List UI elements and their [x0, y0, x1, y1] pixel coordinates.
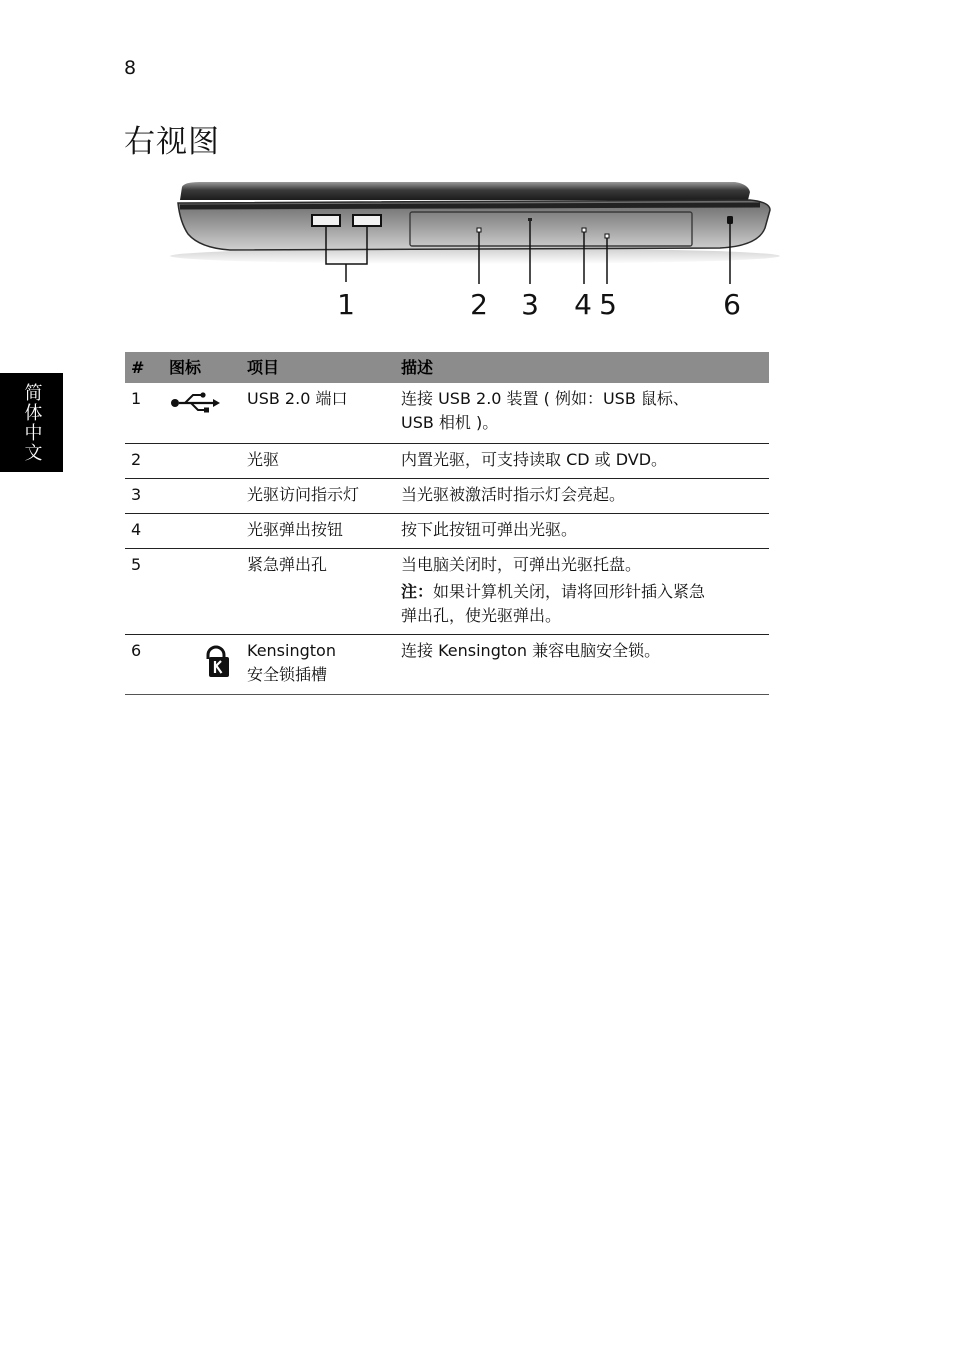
callout-3: 3: [521, 288, 539, 321]
row-description: 当电脑关闭时，可弹出光驱托盘。 注：如果计算机关闭，请将回形针插入紧急 弹出孔，使光驱弹出。: [395, 548, 769, 634]
callout-5: 5: [599, 288, 617, 321]
row-item: 光驱弹出按钮: [241, 513, 395, 548]
drive-indicator: [528, 218, 532, 221]
header-description: 描述: [395, 352, 769, 383]
header-item: 项目: [241, 352, 395, 383]
table-header-row: [125, 352, 769, 383]
header-number: #: [125, 352, 163, 383]
row-item: 光驱: [241, 443, 395, 478]
page-title: 右视图: [124, 124, 220, 160]
callout-4: 4: [574, 288, 592, 321]
row-item: Kensington 安全锁插槽: [241, 634, 395, 694]
callout-1: 1: [337, 288, 355, 321]
table-row: [125, 548, 769, 634]
row-icon-cell: [163, 383, 241, 443]
row-icon-cell: [163, 634, 241, 694]
port-spec-table: [125, 352, 769, 695]
language-label: 简体中文: [21, 382, 43, 463]
row-icon-cell: [163, 478, 241, 513]
page-number: 8: [124, 57, 137, 79]
row-number: 1: [125, 383, 163, 443]
row-number: 6: [125, 634, 163, 694]
laptop-right-side-figure: [160, 170, 790, 330]
row-number: 4: [125, 513, 163, 548]
kensington-slot: [727, 216, 733, 224]
table-row: [125, 478, 769, 513]
table-row: [125, 634, 769, 694]
row-number: 2: [125, 443, 163, 478]
row-description: 按下此按钮可弹出光驱。: [395, 513, 769, 548]
laptop-lid: [180, 182, 750, 200]
row-description: 内置光驱，可支持读取 CD 或 DVD。: [395, 443, 769, 478]
row-number: 3: [125, 478, 163, 513]
row-item: 光驱访问指示灯: [241, 478, 395, 513]
row-number: 5: [125, 548, 163, 634]
row-icon-cell: [163, 513, 241, 548]
usb-icon: [169, 391, 221, 415]
row-description: 当光驱被激活时指示灯会亮起。: [395, 478, 769, 513]
note: 注：如果计算机关闭，请将回形针插入紧急: [401, 581, 706, 601]
usb-port-b: [353, 215, 381, 226]
table-row: [125, 383, 769, 443]
table-row: [125, 443, 769, 478]
table-row: [125, 513, 769, 548]
row-item: 紧急弹出孔: [241, 548, 395, 634]
row-icon-cell: [163, 548, 241, 634]
row-description: 连接 Kensington 兼容电脑安全锁。: [395, 634, 769, 694]
base-top-edge: [180, 205, 760, 207]
callout-6: 6: [723, 288, 741, 321]
row-icon-cell: [163, 443, 241, 478]
note-label: 注：: [401, 581, 434, 601]
callout-2: 2: [470, 288, 488, 321]
kensington-lock-icon: [169, 645, 235, 681]
language-side-tab: [0, 373, 63, 472]
usb-port-a: [312, 215, 340, 226]
row-description: 连接 USB 2.0 装置 ( 例如：USB 鼠标、 USB 相机 )。: [395, 383, 769, 443]
row-item: USB 2.0 端口: [241, 383, 395, 443]
header-icon: 图标: [163, 352, 241, 383]
